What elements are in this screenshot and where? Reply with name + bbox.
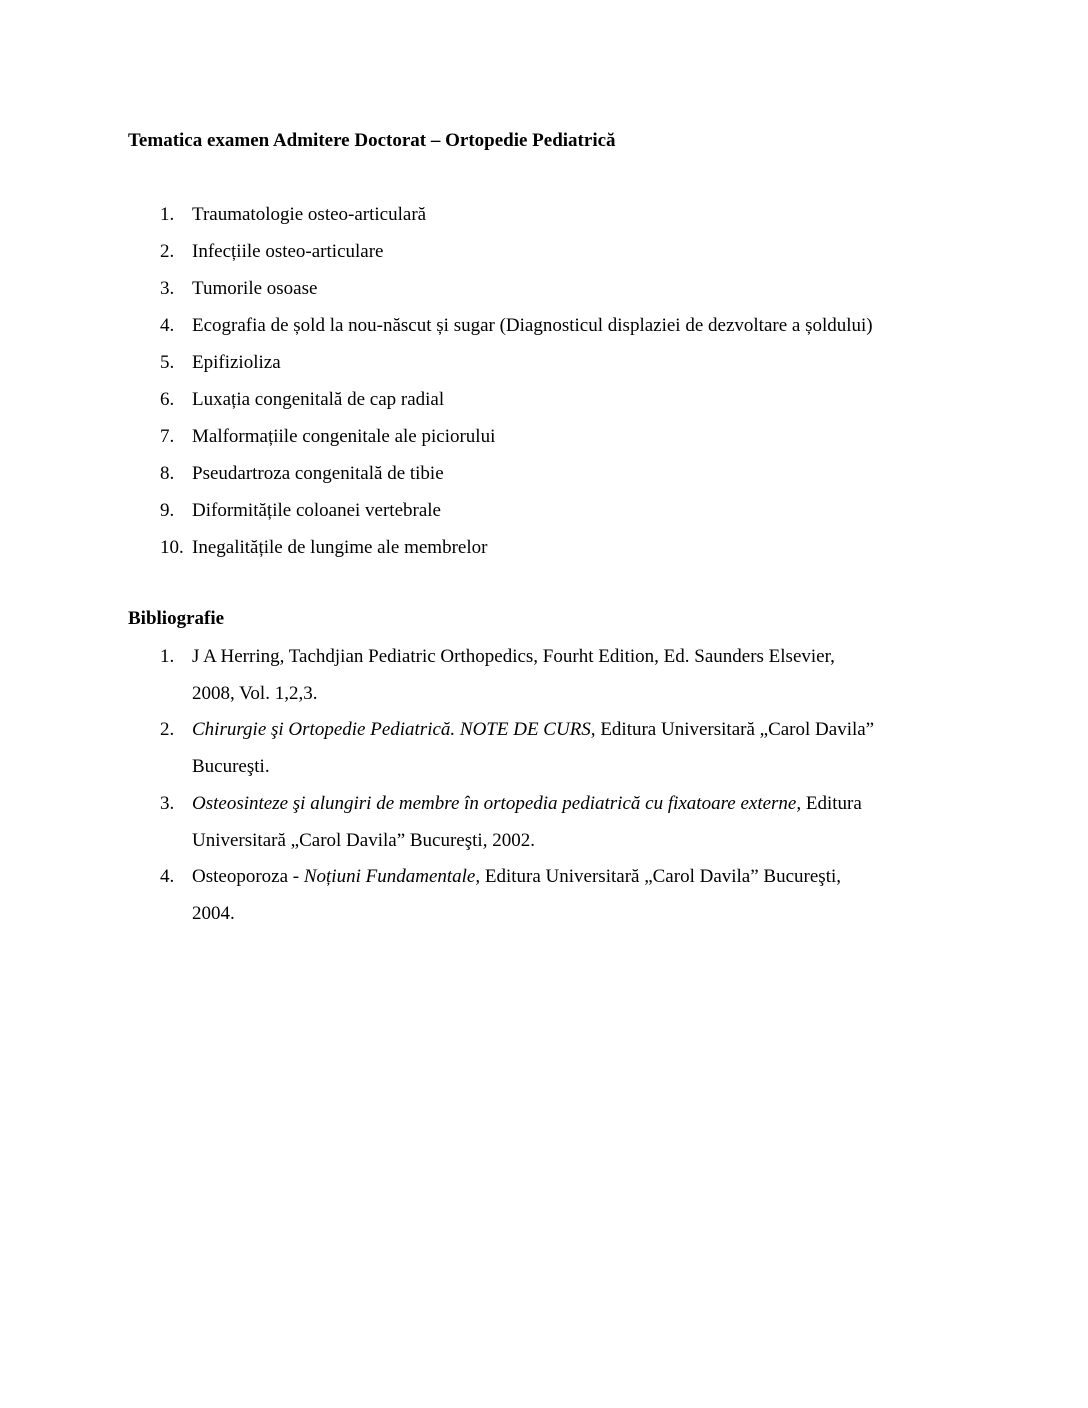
bibliography-list xyxy=(128,639,874,933)
item-text: Infecțiile osteo-articulare xyxy=(192,241,384,262)
entry-number: 4. xyxy=(160,866,175,888)
list-item xyxy=(128,381,873,418)
list-item xyxy=(128,233,873,270)
item-text: Epifizioliza xyxy=(192,352,281,373)
entry-text: Editura Universitară „Carol Davila” xyxy=(595,719,875,741)
entry-title: Osteosinteze şi alungiri de membre în ortopedia pediatrică cu fixatoare externe, xyxy=(192,792,802,814)
entry-text: 2008, Vol. 1,2,3. xyxy=(192,682,318,704)
entry-number: 3. xyxy=(160,792,175,814)
bibliography-heading: Bibliografie xyxy=(128,608,225,629)
entry-line xyxy=(192,749,874,786)
item-number: 10. xyxy=(160,537,184,558)
entry-line xyxy=(192,786,874,823)
item-number: 7. xyxy=(160,426,175,447)
entry-text: Editura xyxy=(801,792,862,814)
item-text: Diformitățile coloanei vertebrale xyxy=(192,500,441,521)
bibliography-entry xyxy=(128,786,874,859)
item-text: Traumatologie osteo-articulară xyxy=(192,204,427,225)
entry-line xyxy=(192,823,874,860)
item-text: Luxația congenitală de cap radial xyxy=(192,389,445,410)
document-title: Tematica examen Admitere Doctorat – Ortopedie Pediatrică xyxy=(128,130,616,151)
entry-line xyxy=(192,859,874,896)
item-number: 4. xyxy=(160,315,175,336)
list-item xyxy=(128,307,873,344)
entry-number: 1. xyxy=(160,646,175,667)
entry-text: Bucureşti. xyxy=(192,756,270,778)
entry-text: J A Herring, Tachdjian Pediatric Orthopedics, Fourht Edition, Ed. Saunders Elsevier, xyxy=(192,646,835,667)
list-item xyxy=(128,270,873,307)
entry-line xyxy=(192,676,874,713)
bibliography-entry xyxy=(128,639,874,712)
item-number: 1. xyxy=(160,204,175,225)
list-item xyxy=(128,196,873,233)
entry-line xyxy=(192,712,874,749)
topics-list xyxy=(128,196,873,566)
item-text: Pseudartroza congenitală de tibie xyxy=(192,463,444,484)
list-item xyxy=(128,344,873,381)
bibliography-entry xyxy=(128,712,874,785)
item-number: 6. xyxy=(160,389,175,410)
item-text: Malformațiile congenitale ale piciorului xyxy=(192,426,496,447)
item-number: 5. xyxy=(160,352,175,373)
item-number: 9. xyxy=(160,500,175,521)
list-item xyxy=(128,455,873,492)
item-text: Tumorile osoase xyxy=(192,278,318,299)
bibliography-entry xyxy=(128,859,874,932)
entry-text: Editura Universitară „Carol Davila” Bucureşti, xyxy=(480,866,841,888)
entry-title: Chirurgie şi Ortopedie Pediatrică. NOTE DE CURS, xyxy=(192,719,596,741)
entry-text: 2004. xyxy=(192,902,235,924)
entry-number: 2. xyxy=(160,719,175,741)
list-item xyxy=(128,529,873,566)
list-item xyxy=(128,418,873,455)
entry-text: Universitară „Carol Davila” Bucureşti, 2002. xyxy=(192,829,535,851)
list-item xyxy=(128,492,873,529)
item-number: 8. xyxy=(160,463,175,484)
entry-title: Noțiuni Fundamentale, xyxy=(303,866,481,888)
entry-line xyxy=(192,639,874,676)
entry-line xyxy=(192,896,874,933)
item-text: Ecografia de șold la nou-născut și sugar (Diagnosticul displaziei de dezvoltare a șoldului) xyxy=(192,315,873,336)
item-number: 2. xyxy=(160,241,175,262)
item-number: 3. xyxy=(160,278,175,299)
item-text: Inegalitățile de lungime ale membrelor xyxy=(192,537,488,558)
entry-author: Osteoporoza - xyxy=(192,866,304,888)
